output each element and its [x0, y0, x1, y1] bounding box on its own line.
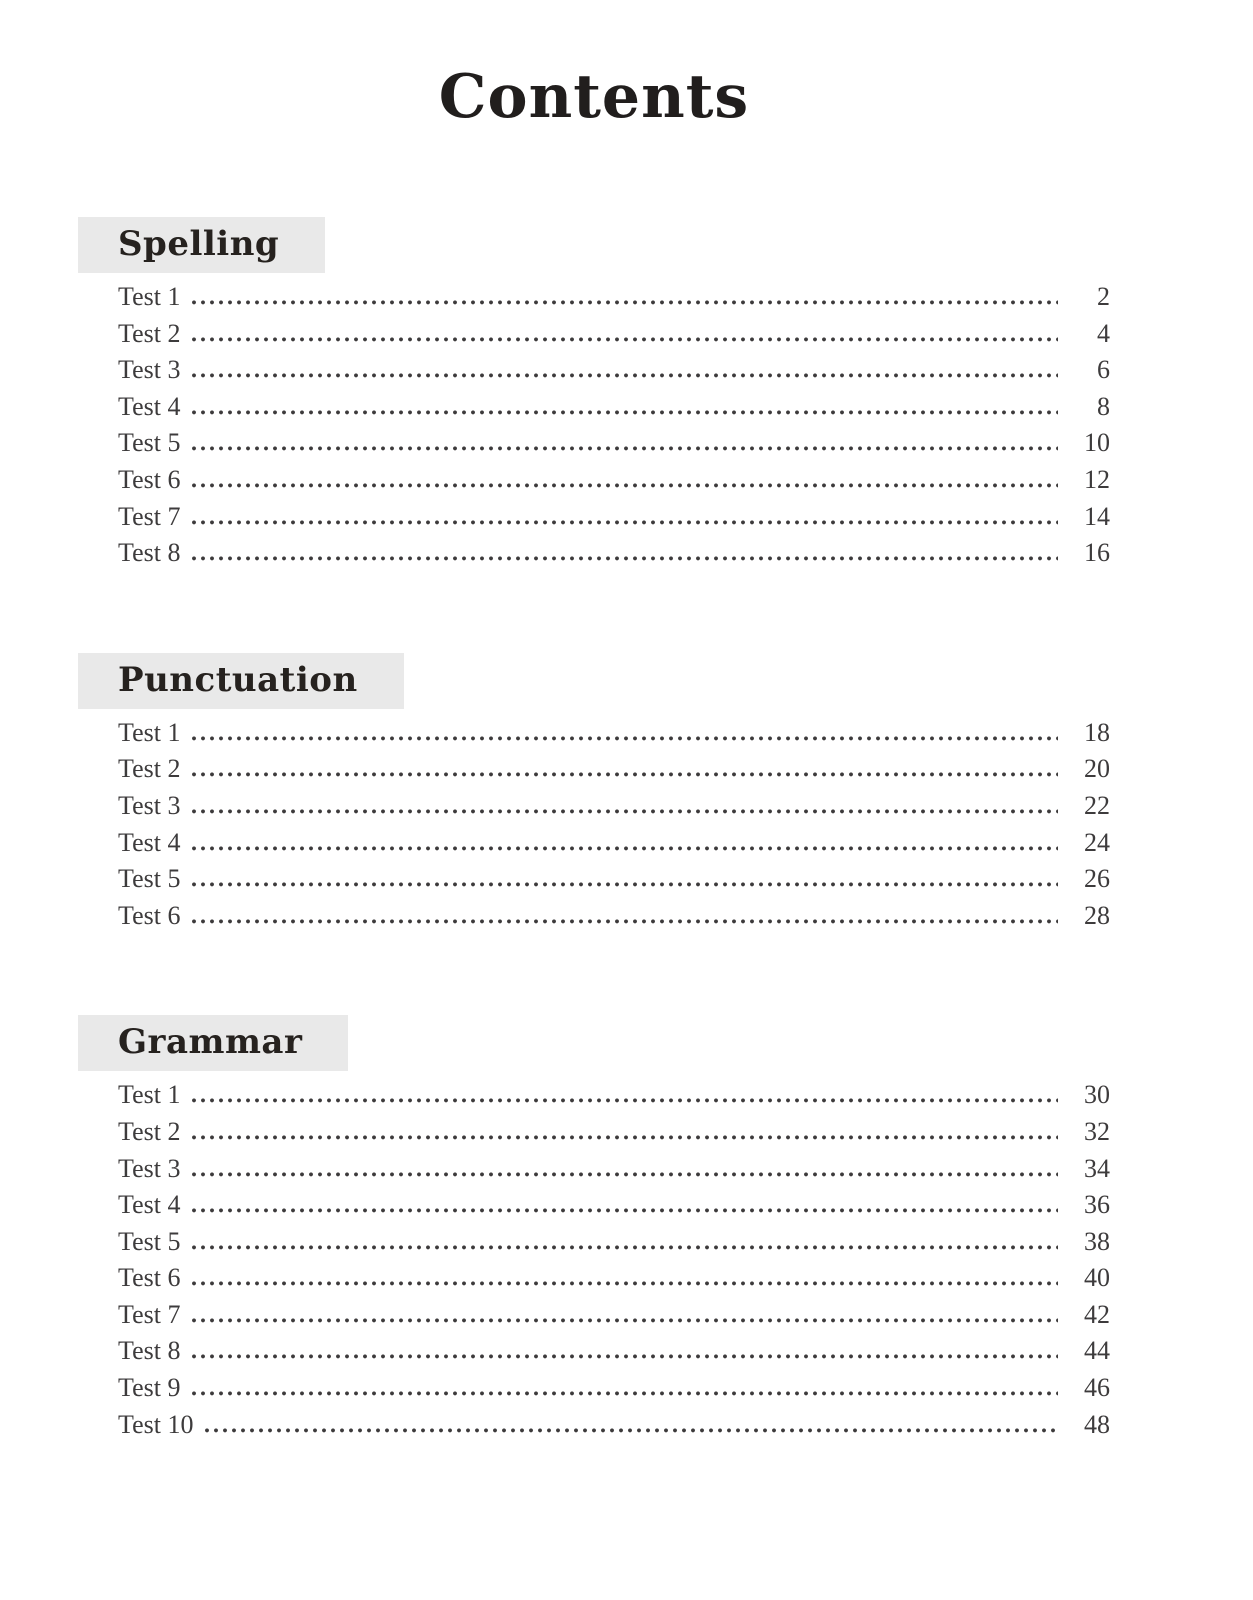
leader-dots [192, 373, 1058, 378]
toc-entry [78, 392, 1110, 429]
toc-entry-label: Test 5 [118, 864, 181, 894]
leader-dots [192, 1135, 1058, 1140]
toc-entry [78, 1336, 1110, 1373]
toc-entry-label: Test 6 [118, 464, 181, 494]
toc-entry-page: 40 [1084, 1263, 1110, 1293]
toc-section [78, 653, 1110, 938]
section-heading [78, 217, 325, 273]
toc-entry-label: Test 8 [118, 538, 181, 568]
toc-entry [78, 901, 1110, 938]
toc-entry-label: Test 1 [118, 282, 181, 311]
toc-entry-label: Test 5 [118, 1226, 181, 1256]
toc-entry-page: 6 [1097, 355, 1110, 385]
leader-dots [192, 1172, 1058, 1177]
leader-dots [205, 1428, 1058, 1433]
leader-dots [192, 809, 1058, 814]
toc-entry-label: Test 3 [118, 1153, 181, 1183]
toc-entry [78, 1300, 1110, 1337]
toc-entry-label: Test 4 [118, 1190, 181, 1220]
toc-entry-label: Test 2 [118, 754, 181, 784]
toc-entry-label: Test 1 [118, 717, 181, 747]
toc-entry-page: 8 [1097, 391, 1110, 421]
toc-entry-page: 38 [1084, 1226, 1110, 1256]
toc-entry-label: Test 4 [118, 827, 181, 857]
page-title: Contents [438, 62, 750, 132]
leader-dots [192, 736, 1058, 741]
toc-entry [78, 465, 1110, 502]
toc-entry-page: 12 [1084, 464, 1110, 494]
toc-entry-page: 10 [1084, 428, 1110, 458]
leader-dots [192, 520, 1058, 525]
toc-entry-page: 42 [1084, 1299, 1110, 1329]
toc-entry [78, 538, 1110, 575]
toc-sections [78, 217, 1110, 1446]
leader-dots [192, 772, 1058, 777]
toc-entry [78, 502, 1110, 539]
toc-entry-page: 28 [1084, 900, 1110, 930]
toc-entry-label: Test 4 [118, 391, 181, 421]
toc-entry-label: Test 6 [118, 900, 181, 930]
toc-entry [78, 1410, 1110, 1447]
toc-entry-label: Test 7 [118, 1299, 181, 1329]
leader-dots [192, 337, 1058, 342]
toc-entry-label: Test 2 [118, 318, 181, 348]
toc-entry-page: 20 [1084, 754, 1110, 784]
toc-entry-label: Test 10 [118, 1409, 194, 1439]
toc-entry [78, 1190, 1110, 1227]
leader-dots [192, 446, 1058, 451]
leader-dots [192, 300, 1058, 305]
toc-entry-label: Test 3 [118, 355, 181, 385]
section-heading [78, 1015, 348, 1071]
toc-entry-label: Test 3 [118, 790, 181, 820]
toc-entry-list [78, 718, 1110, 938]
toc-entry-page: 30 [1084, 1080, 1110, 1110]
leader-dots [192, 1245, 1058, 1250]
toc-entry [78, 1263, 1110, 1300]
toc-entry [78, 355, 1110, 392]
leader-dots [192, 882, 1058, 887]
toc-entry-label: Test 2 [118, 1116, 181, 1146]
toc-entry-page: 22 [1084, 790, 1110, 820]
toc-entry-page: 24 [1084, 827, 1110, 857]
toc-entry-page: 16 [1084, 538, 1110, 568]
toc-entry-label: Test 7 [118, 501, 181, 531]
toc-entry [78, 282, 1110, 319]
toc-entry-page: 48 [1084, 1409, 1110, 1439]
section-heading [78, 653, 404, 709]
toc-entry [78, 791, 1110, 828]
toc-entry-label: Test 6 [118, 1263, 181, 1293]
toc-entry [78, 864, 1110, 901]
toc-entry-label: Test 8 [118, 1336, 181, 1366]
toc-entry-page: 14 [1084, 501, 1110, 531]
leader-dots [192, 1354, 1058, 1359]
toc-entry-label: Test 9 [118, 1373, 181, 1403]
toc-entry [78, 1373, 1110, 1410]
toc-entry [78, 319, 1110, 356]
toc-entry-page: 46 [1084, 1373, 1110, 1403]
leader-dots [192, 919, 1058, 924]
toc-entry [78, 1117, 1110, 1154]
toc-entry-label: Test 1 [118, 1080, 181, 1110]
leader-dots [192, 1281, 1058, 1286]
leader-dots [192, 483, 1058, 488]
toc-entry [78, 1227, 1110, 1264]
toc-entry-page: 34 [1084, 1153, 1110, 1183]
toc-entry-page: 18 [1084, 717, 1110, 747]
toc-entry [78, 428, 1110, 465]
toc-entry [78, 1154, 1110, 1191]
toc-entry-list [78, 1080, 1110, 1446]
toc-entry [78, 754, 1110, 791]
leader-dots [192, 846, 1058, 851]
toc-entry-label: Test 5 [118, 428, 181, 458]
leader-dots [192, 1098, 1058, 1103]
leader-dots [192, 1318, 1058, 1323]
leader-dots [192, 1208, 1058, 1213]
toc-entry-list [78, 282, 1110, 575]
leader-dots [192, 410, 1058, 415]
toc-entry-page: 2 [1097, 282, 1110, 311]
toc-section [78, 217, 1110, 575]
leader-dots [192, 556, 1058, 561]
toc-entry [78, 828, 1110, 865]
toc-entry [78, 718, 1110, 755]
toc-entry-page: 26 [1084, 864, 1110, 894]
toc-entry-page: 44 [1084, 1336, 1110, 1366]
section-heading-label: Punctuation [118, 659, 358, 700]
section-heading-label: Grammar [118, 1022, 303, 1063]
toc-entry-page: 4 [1097, 318, 1110, 348]
toc-entry-page: 36 [1084, 1190, 1110, 1220]
section-heading-label: Spelling [118, 224, 280, 264]
leader-dots [192, 1391, 1058, 1396]
toc-entry-page: 32 [1084, 1116, 1110, 1146]
toc-section [78, 1015, 1110, 1446]
toc-entry [78, 1080, 1110, 1117]
